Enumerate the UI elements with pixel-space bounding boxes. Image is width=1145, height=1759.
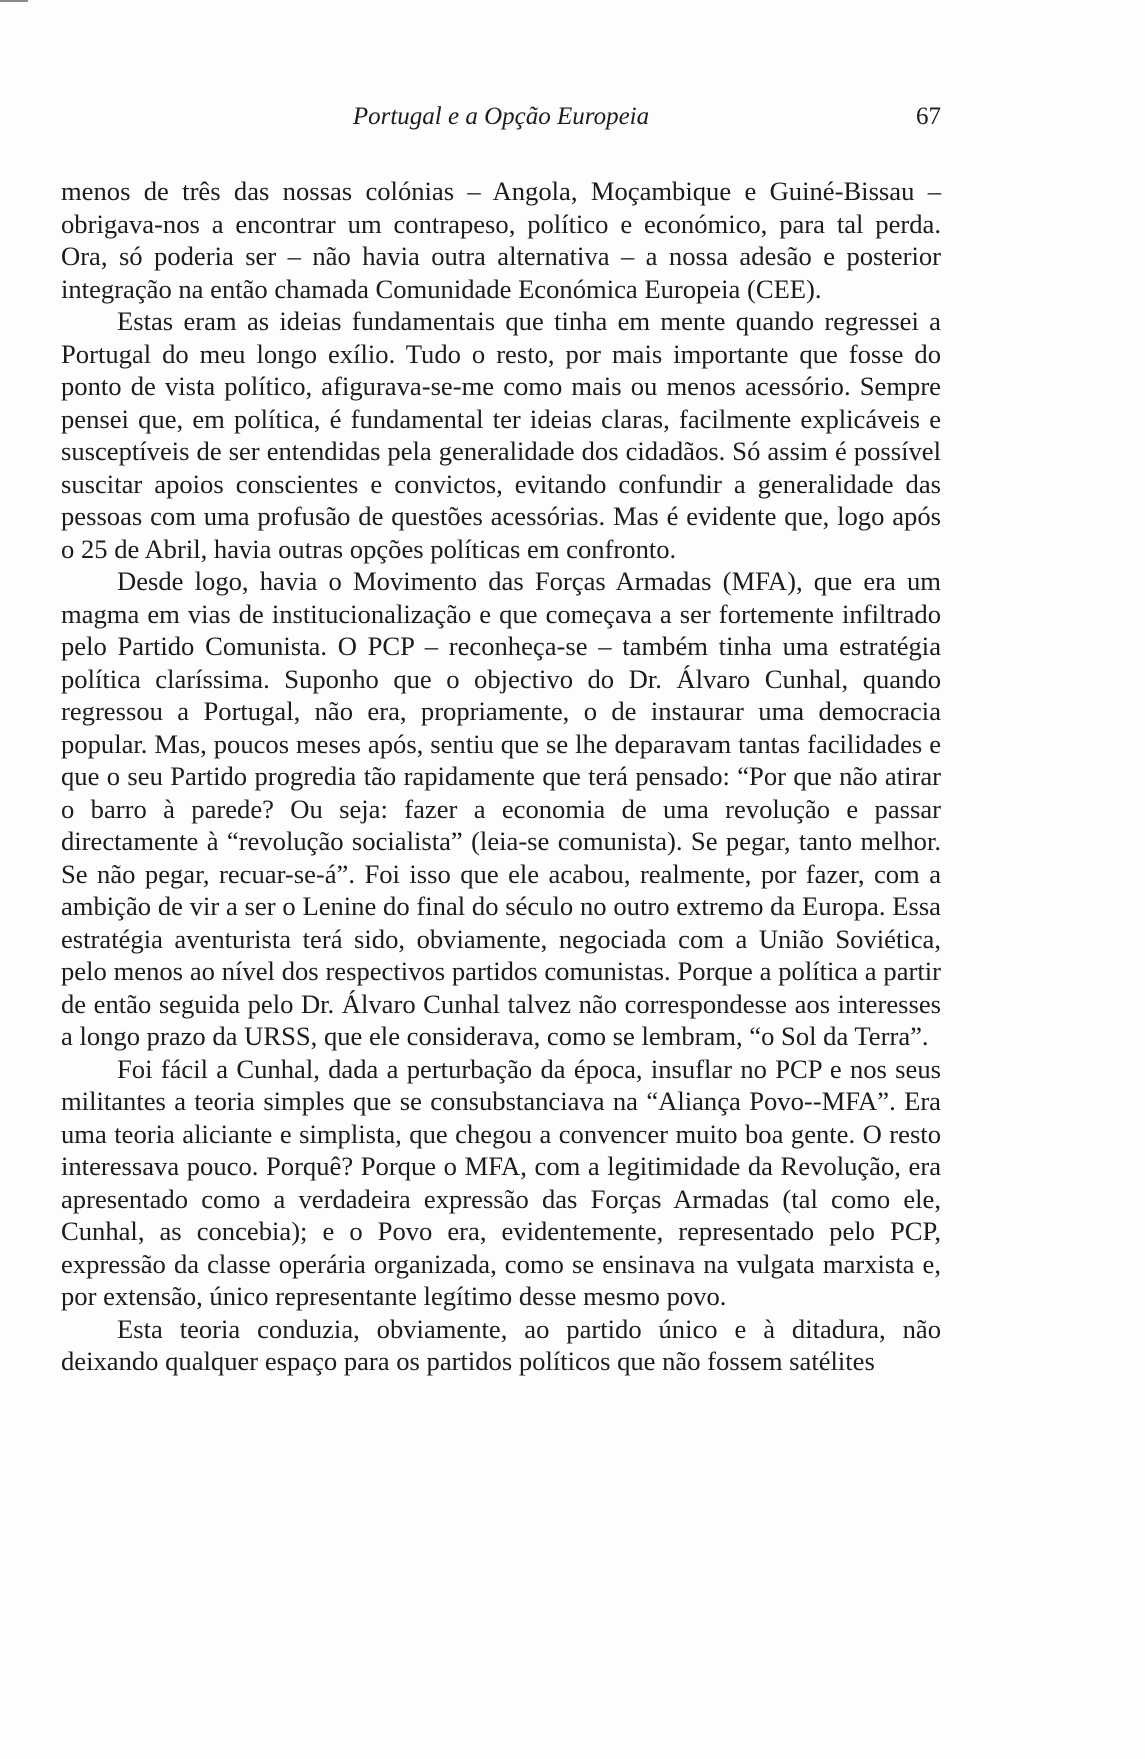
paragraph: Estas eram as ideias fundamentais que tinha em mente quando regressei a Portugal do meu longo exílio. Tudo o resto, por mais importante que fosse do ponto de vista político, afigurava-se-me como mais ou menos acessório. Sempre pensei que, em política, é fundamental ter ideias claras, facilmente explicáveis e susceptíveis de ser entendidas pela generalidade dos cidadãos. Só assim é possível suscitar apoios conscientes e convictos, evitando confundir a generalidade das pessoas com uma profusão de questões acessórias. Mas é evidente que, logo após o 25 de Abril, havia outras opções políticas em confronto. — [61, 306, 941, 564]
paragraph: menos de três das nossas colónias – Angola, Moçambique e Guiné-Bissau – obrigava-nos a encontrar um contrapeso, político e económico, para tal perda. Ora, só poderia ser – não havia outra alternativa – a nossa adesão e posterior integração na então chamada Comunidade Económica Europeia (CEE). — [61, 176, 941, 304]
page-number: 67 — [916, 103, 941, 130]
scan-edge-mark — [0, 0, 28, 2]
book-title: Portugal e a Opção Europeia — [352, 103, 650, 130]
paragraph: Esta teoria conduzia, obviamente, ao partido único e à ditadura, não deixando qualquer espaço para os partidos políticos que não fossem satélites — [61, 1313, 941, 1376]
paragraph: Desde logo, havia o Movimento das Forças Armadas (MFA), que era um magma em vias de institucionalização e que começava a ser fortemente infiltrado pelo Partido Comunista. O PCP – reconheça-se – também tinha uma estratégia política claríssima. Suponho que o objectivo do Dr. Álvaro Cunhal, quando regressou a Portugal, não era, propriamente, o de instaurar uma democracia popular. Mas, poucos meses após, sentiu que se lhe deparavam tantas facilidades e que o seu Partido progredia tão rapidamente que terá pensado: “Por que não atirar o barro à parede? Ou seja: fazer a economia de uma revolução e passar directamente à “revolução socialista” (leia-se comunista). Se pegar, tanto melhor. Se não pegar, recuar-se-á”. Foi isso que ele acabou, realmente, por fazer, com a ambição de vir a ser o Lenine do final do século no outro extremo da Europa. Essa estratégia aventurista terá sido, obviamente, negociada com a União Soviética, pelo menos ao nível dos respectivos partidos comunistas. Porque a política a partir de então seguida pelo Dr. Álvaro Cunhal talvez não correspondesse aos interesses a longo prazo da URSS, que ele considerava, como se lembram, “o Sol da Terra”. — [61, 566, 941, 1051]
running-header — [61, 100, 941, 134]
paragraph: Foi fácil a Cunhal, dada a perturbação da época, insuflar no PCP e nos seus militantes a teoria simples que se consubstanciava na “Aliança Povo--MFA”. Era uma teoria aliciante e simplista, que chegou a convencer muito boa gente. O resto interessava pouco. Porquê? Porque o MFA, com a legitimidade da Revolução, era apresentado como a verdadeira expressão das Forças Armadas (tal como ele, Cunhal, as concebia); e o Povo era, evidentemente, representado pelo PCP, expressão da classe operária organizada, como se ensinava na vulgata marxista e, por extensão, único representante legítimo desse mesmo povo. — [61, 1053, 941, 1311]
body-text — [61, 175, 941, 1378]
